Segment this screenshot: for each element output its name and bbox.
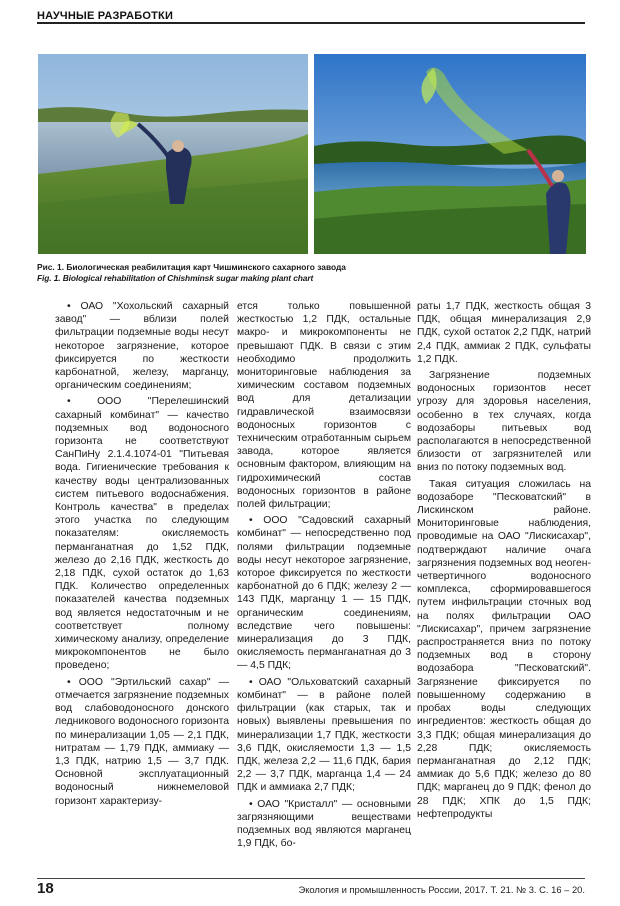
- figure-caption-ru: Рис. 1. Биологическая реабилитация карт Чишминского сахарного завода: [37, 262, 346, 272]
- section-title: НАУЧНЫЕ РАЗРАБОТКИ: [37, 10, 174, 22]
- header-divider: [37, 22, 585, 24]
- paragraph: раты 1,7 ПДК, жесткость общая 3 ПДК, общая минерализация 2,9 ПДК, сухой остаток 2,2 ПДК, натрий 2,4 ПДК, аммиак 2 ПДК, сульфаты 1,2 ПДК.: [417, 301, 591, 365]
- footer-divider: [37, 878, 585, 879]
- paragraph: • ООО "Перелешинский сахарный комбинат" — качество подземных вод водоносного горизонта не соответствуют СанПиНу 2.1.4.1074-01 "Питьевая вода. Гигиенические требования к качеству воды централизованных систем питьевого водоснабжения. Контроль качества" в пределах этого участка по следующим показателям: окисляемость перманганатная до 1,52 ПДК, железо до 2,16 ПДК, жесткость до 2,18 ПДК, сухой остаток до 1,63 ПДК. Количество определенных показателей качества подземных вод является недостаточным и не соответствует полному химическому анализу, определение микрокомпонентов не было проведено;: [55, 396, 229, 672]
- paragraph: Загрязнение подземных водоносных горизонтов несет угрозу для здоровья населения, особенно в тех случаях, когда водозаборы питьевых вод располагаются в непосредственной близости от загрязнителей или вниз по потоку подземных вод.: [417, 370, 591, 474]
- paragraph: • ООО "Садовский сахарный комбинат" — непосредственно под полями фильтрации подземные воды несут некоторое загрязнение, которое фиксируется по жесткости карбонатной до 6 ПДК; железу 2 — 143 ПДК, марганцу 1 — 15 ПДК, органическим соединениям, вследствие чего повышены: минерализация до 3 ПДК, окисляемость перманганатная до 3 — 4,5 ПДК;: [237, 515, 411, 672]
- text-column-1: [55, 300, 229, 811]
- journal-citation: Экология и промышленность России, 2017. Т. 21. № 3. С. 16 – 20.: [298, 884, 585, 895]
- figure-caption-en: Fig. 1. Biological rehabilitation of Chishminsk sugar making plant chart: [37, 273, 314, 283]
- page-header: [37, 6, 585, 22]
- river-landscape-photo-icon: [314, 54, 586, 254]
- paragraph: • ООО "Эртильский сахар" — отмечается загрязнение подземных вод слабоводоносного донского ледникового водоносного горизонта по минерализации 1,05 — 2,1 ПДК, нитратам — 1,79 ПДК, аммиаку — 1,3 ПДК, натрию 1,5 — 3,7 ПДК. Основной эксплуатационный водоносный нижнемеловой горизонт характеризу-: [55, 676, 229, 807]
- paragraph: • ОАО "Ольховатский сахарный комбинат" — в районе полей фильтрации (как старых, так и новых) выявлены превышения по минерализации 1,7 ПДК, жесткости 3,6 ПДК, окисляемости 1,3 — 1,5 ПДК, железа 2,2 — 11,6 ПДК, бария 2,2 — 3,7 ПДК, марганца 1,4 — 24 ПДК и аммиака 2,7 ПДК;: [237, 676, 411, 794]
- paragraph: Такая ситуация сложилась на водозаборе "Песковатский" в Лискинском районе. Мониторинговые наблюдения, проводимые на ОАО "Лискисахар", подтверждают наличие очага загрязнения подземных вод неоген-четвертичного водоносного комплекса, сформировавшегося путем инфильтрации сточных вод на полях фильтрации ОАО "Лискисахар", причем загрязнение распространяется вниз по потоку подземных вод в сторону водозабора "Песковатский". Загрязнение фиксируется по повышенному содержанию в пробах воды следующих ингредиентов: жесткость общая до 3,3 ПДК; общая минерализация до 2,28 ПДК; окисляемость перманганатная до 2,12 ПДК; аммиак до 5,6 ПДК; железо до 80 ПДК; марганец до 9 ПДК; фенол до 28 ПДК; ХПК до 1,5 ПДК; нефтепродукты: [417, 478, 591, 820]
- paragraph: • ОАО "Хохольский сахарный завод" — вблизи полей фильтрации подземные воды несут некоторое загрязнение, которое фиксируется по жесткости карбонатной, железу, марганцу, органическим соединениям;: [55, 301, 229, 392]
- figure-caption: [37, 262, 597, 284]
- paragraph: • ОАО "Кристалл" — основными загрязняющими веществами подземных вод являются марганец 1,9 ПДК, бо-: [237, 798, 411, 850]
- figure-photo-right: [314, 54, 586, 254]
- figure-photo-left: [38, 54, 308, 254]
- text-column-2: [237, 300, 411, 853]
- text-column-3: [417, 300, 591, 824]
- paragraph: ется только повышенной жесткостью 1,2 ПДК, остальные макро- и микрокомпоненты не превышают ПДК. В связи с этим необходимо продолжить мониторинговые наблюдения за химическим составом подземных вод для детализации гидравлической взаимосвязи водоносных горизонтов с техническим отработанным сырьем завода, которое является основным фактором, влияющим на гидрохимический состав водоносных горизонтов в районе полей фильтрации;: [237, 301, 411, 511]
- field-pond-photo-icon: [38, 54, 308, 254]
- page-number: 18: [37, 880, 54, 897]
